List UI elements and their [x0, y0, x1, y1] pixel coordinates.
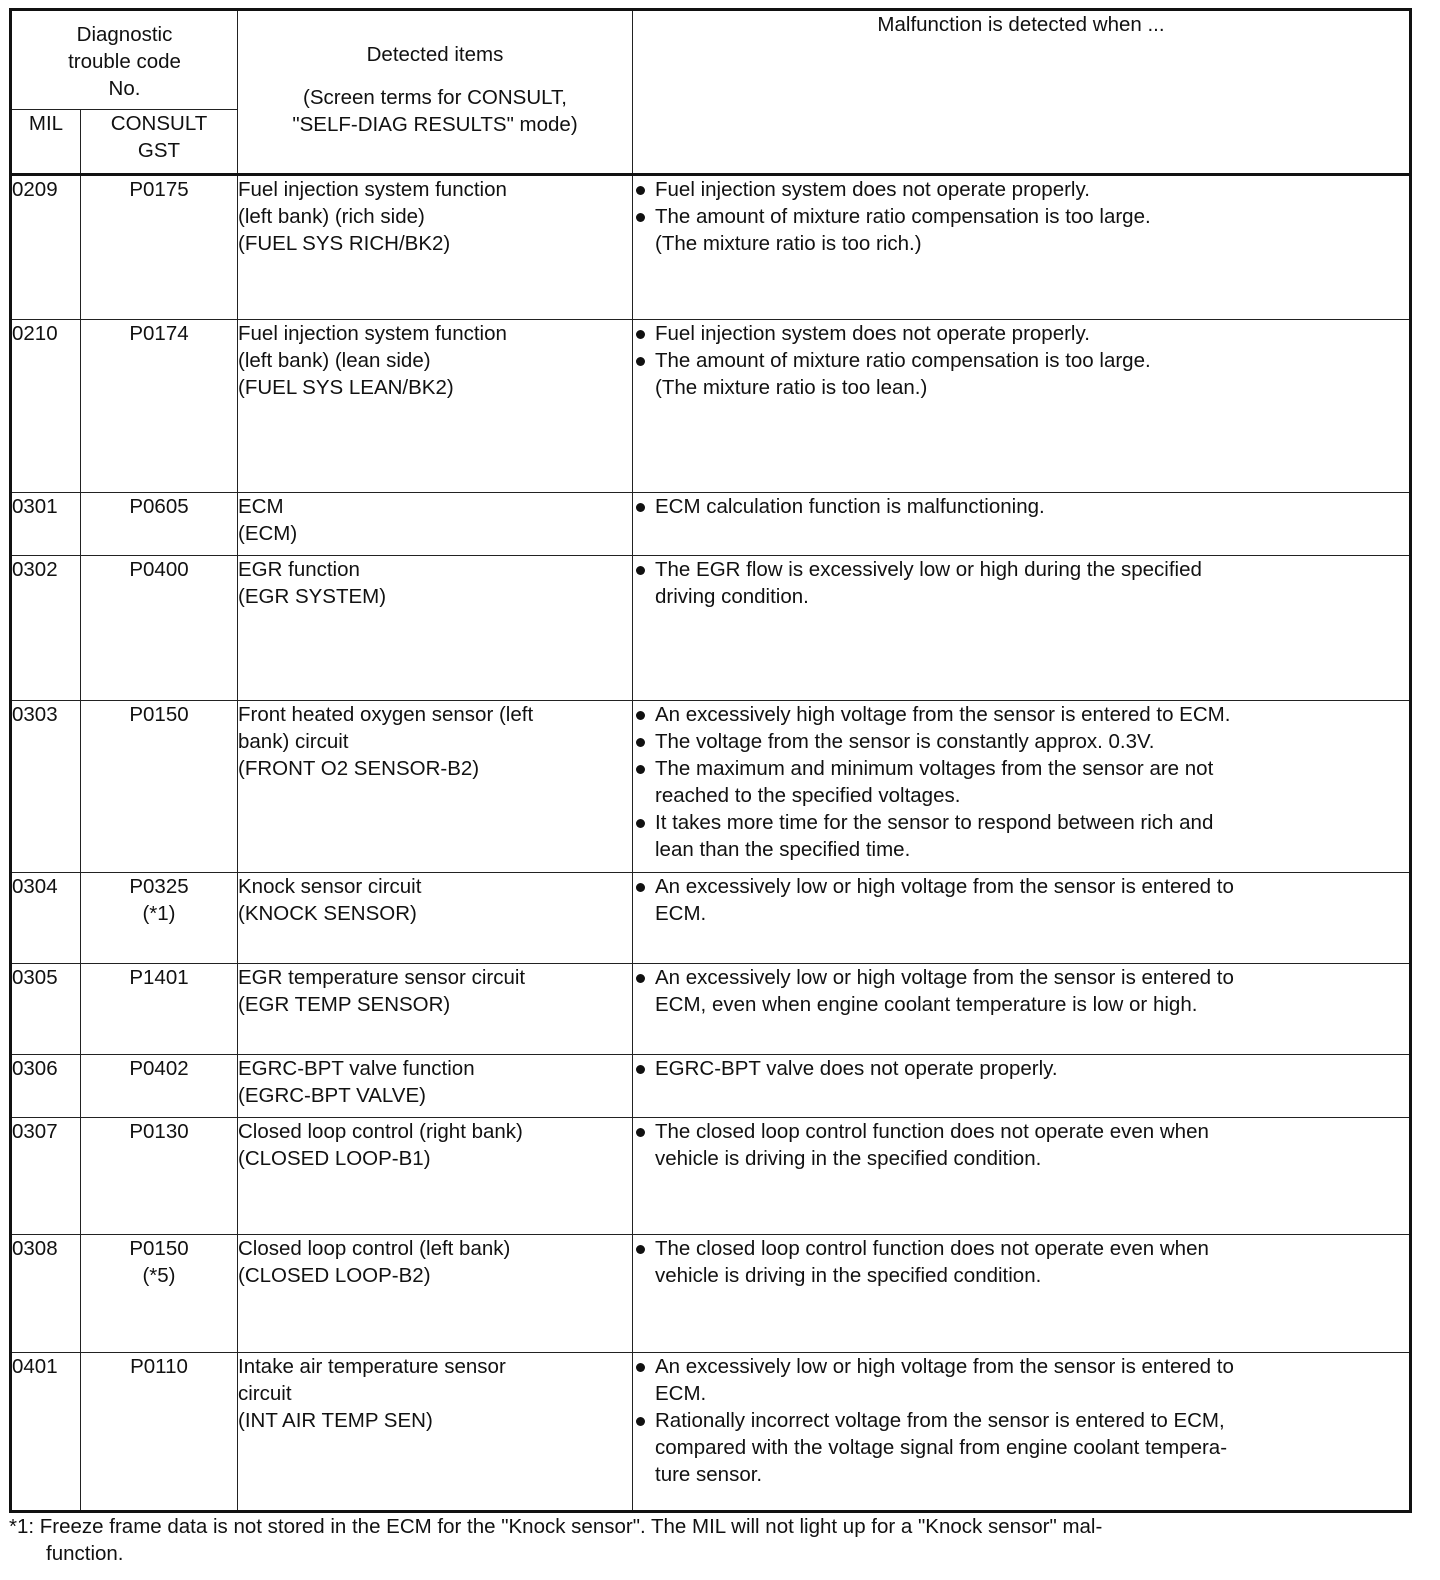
malfunction-item: The amount of mixture ratio compensation is too large. (The mixture ratio is too rich.)	[633, 203, 1409, 257]
footnote-line-1: *1: Freeze frame data is not stored in the ECM for the "Knock sensor". The MIL will not light up for a "Knock sensor" mal-	[9, 1515, 1103, 1538]
malfunction-item: An excessively low or high voltage from the sensor is entered to ECM.	[633, 873, 1409, 927]
dtc-table-body	[11, 175, 1411, 1512]
mil-code: 0305	[11, 964, 81, 1055]
table-row-0303	[11, 701, 1411, 873]
malfunction-item: An excessively high voltage from the sensor is entered to ECM.	[633, 701, 1409, 728]
mil-code: 0306	[11, 1055, 81, 1118]
malfunction-item: The EGR flow is excessively low or high during the specified driving condition.	[633, 556, 1409, 610]
malfunction-item: ECM calculation function is malfunctioning.	[633, 493, 1409, 520]
consult-code: P1401	[81, 964, 238, 1055]
malfunction-item: Rationally incorrect voltage from the sensor is entered to ECM, compared with the voltage signal from engine coolant tempera- ture sensor.	[633, 1407, 1409, 1488]
malfunction-list	[633, 176, 1409, 257]
detected-item: Fuel injection system function (left bank) (rich side) (FUEL SYS RICH/BK2)	[238, 175, 633, 320]
malfunction-cell	[633, 873, 1411, 964]
malfunction-cell	[633, 493, 1411, 556]
header-dtc-group	[11, 10, 238, 110]
malfunction-item: The amount of mixture ratio compensation is too large. (The mixture ratio is too lean.)	[633, 347, 1409, 401]
dtc-table-page	[9, 8, 1409, 1513]
malfunction-list	[633, 1118, 1409, 1172]
malfunction-cell	[633, 556, 1411, 701]
header-mil	[11, 110, 81, 175]
malfunction-item: An excessively low or high voltage from the sensor is entered to ECM.	[633, 1353, 1409, 1407]
table-row-0305	[11, 964, 1411, 1055]
detected-item: Fuel injection system function (left bank) (lean side) (FUEL SYS LEAN/BK2)	[238, 320, 633, 493]
detected-item: EGR function (EGR SYSTEM)	[238, 556, 633, 701]
malfunction-list	[633, 493, 1409, 520]
malfunction-item: Fuel injection system does not operate properly.	[633, 320, 1409, 347]
mil-code: 0209	[11, 175, 81, 320]
footnote-line-2: function.	[46, 1542, 124, 1565]
table-row-0302	[11, 556, 1411, 701]
consult-code: P0110	[81, 1353, 238, 1512]
malfunction-item: The closed loop control function does not operate even when vehicle is driving in the specified condition.	[633, 1118, 1409, 1172]
malfunction-list	[633, 701, 1409, 863]
malfunction-item: EGRC-BPT valve does not operate properly.	[633, 1055, 1409, 1082]
malfunction-list	[633, 1353, 1409, 1488]
consult-code: P0150	[81, 701, 238, 873]
malfunction-cell	[633, 320, 1411, 493]
detected-item: Closed loop control (left bank) (CLOSED LOOP-B2)	[238, 1235, 633, 1353]
malfunction-item: It takes more time for the sensor to respond between rich and lean than the specified time.	[633, 809, 1409, 863]
header-dtc-group-label: Diagnostic trouble code No.	[68, 22, 181, 100]
malfunction-item: An excessively low or high voltage from the sensor is entered to ECM, even when engine coolant temperature is low or high.	[633, 964, 1409, 1018]
malfunction-cell	[633, 1235, 1411, 1353]
table-row-0304	[11, 873, 1411, 964]
footnote	[9, 1513, 1429, 1567]
header-mil-label: MIL	[28, 112, 64, 135]
consult-code: P0402	[81, 1055, 238, 1118]
mil-code: 0307	[11, 1118, 81, 1235]
table-row-0307	[11, 1118, 1411, 1235]
header-consult-gst	[81, 110, 238, 175]
malfunction-list	[633, 1055, 1409, 1082]
table-row-0301	[11, 493, 1411, 556]
malfunction-list	[633, 320, 1409, 401]
consult-code: P0400	[81, 556, 238, 701]
consult-code: P0605	[81, 493, 238, 556]
detected-item: EGRC-BPT valve function (EGRC-BPT VALVE)	[238, 1055, 633, 1118]
header-malfunction-label: Malfunction is detected when ...	[877, 13, 1165, 36]
mil-code: 0401	[11, 1353, 81, 1512]
header-malfunction	[633, 10, 1411, 175]
mil-code: 0304	[11, 873, 81, 964]
malfunction-list	[633, 964, 1409, 1018]
malfunction-list	[633, 1235, 1409, 1289]
malfunction-item: Fuel injection system does not operate properly.	[633, 176, 1409, 203]
mil-code: 0302	[11, 556, 81, 701]
detected-item: Knock sensor circuit (KNOCK SENSOR)	[238, 873, 633, 964]
detected-item: Closed loop control (right bank) (CLOSED LOOP-B1)	[238, 1118, 633, 1235]
malfunction-cell	[633, 175, 1411, 320]
mil-code: 0210	[11, 320, 81, 493]
detected-item: Intake air temperature sensor circuit (INT AIR TEMP SEN)	[238, 1353, 633, 1512]
mil-code: 0303	[11, 701, 81, 873]
consult-code: P0175	[81, 175, 238, 320]
table-row-0306	[11, 1055, 1411, 1118]
table-row-0401	[11, 1353, 1411, 1512]
dtc-table	[9, 8, 1412, 1513]
header-detected-items	[238, 10, 633, 175]
detected-item: Front heated oxygen sensor (left bank) circuit (FRONT O2 SENSOR-B2)	[238, 701, 633, 873]
malfunction-list	[633, 556, 1409, 610]
table-row-0209	[11, 175, 1411, 320]
consult-code: P0130	[81, 1118, 238, 1235]
malfunction-cell	[633, 964, 1411, 1055]
header-detected-items-subtitle: (Screen terms for CONSULT, "SELF-DIAG RESULTS" mode)	[292, 86, 578, 136]
malfunction-list	[633, 873, 1409, 927]
consult-code: P0174	[81, 320, 238, 493]
table-row-0210	[11, 320, 1411, 493]
malfunction-cell	[633, 1353, 1411, 1512]
detected-item: ECM (ECM)	[238, 493, 633, 556]
malfunction-cell	[633, 701, 1411, 873]
mil-code: 0301	[11, 493, 81, 556]
detected-item: EGR temperature sensor circuit (EGR TEMP SENSOR)	[238, 964, 633, 1055]
mil-code: 0308	[11, 1235, 81, 1353]
header-detected-items-title: Detected items	[366, 43, 504, 66]
consult-code: P0325 (*1)	[81, 873, 238, 964]
header-consult-gst-label: CONSULT GST	[110, 112, 208, 162]
consult-code: P0150 (*5)	[81, 1235, 238, 1353]
malfunction-item: The voltage from the sensor is constantly approx. 0.3V.	[633, 728, 1409, 755]
malfunction-item: The closed loop control function does not operate even when vehicle is driving in the specified condition.	[633, 1235, 1409, 1289]
malfunction-cell	[633, 1118, 1411, 1235]
malfunction-item: The maximum and minimum voltages from the sensor are not reached to the specified voltages.	[633, 755, 1409, 809]
table-row-0308	[11, 1235, 1411, 1353]
malfunction-cell	[633, 1055, 1411, 1118]
